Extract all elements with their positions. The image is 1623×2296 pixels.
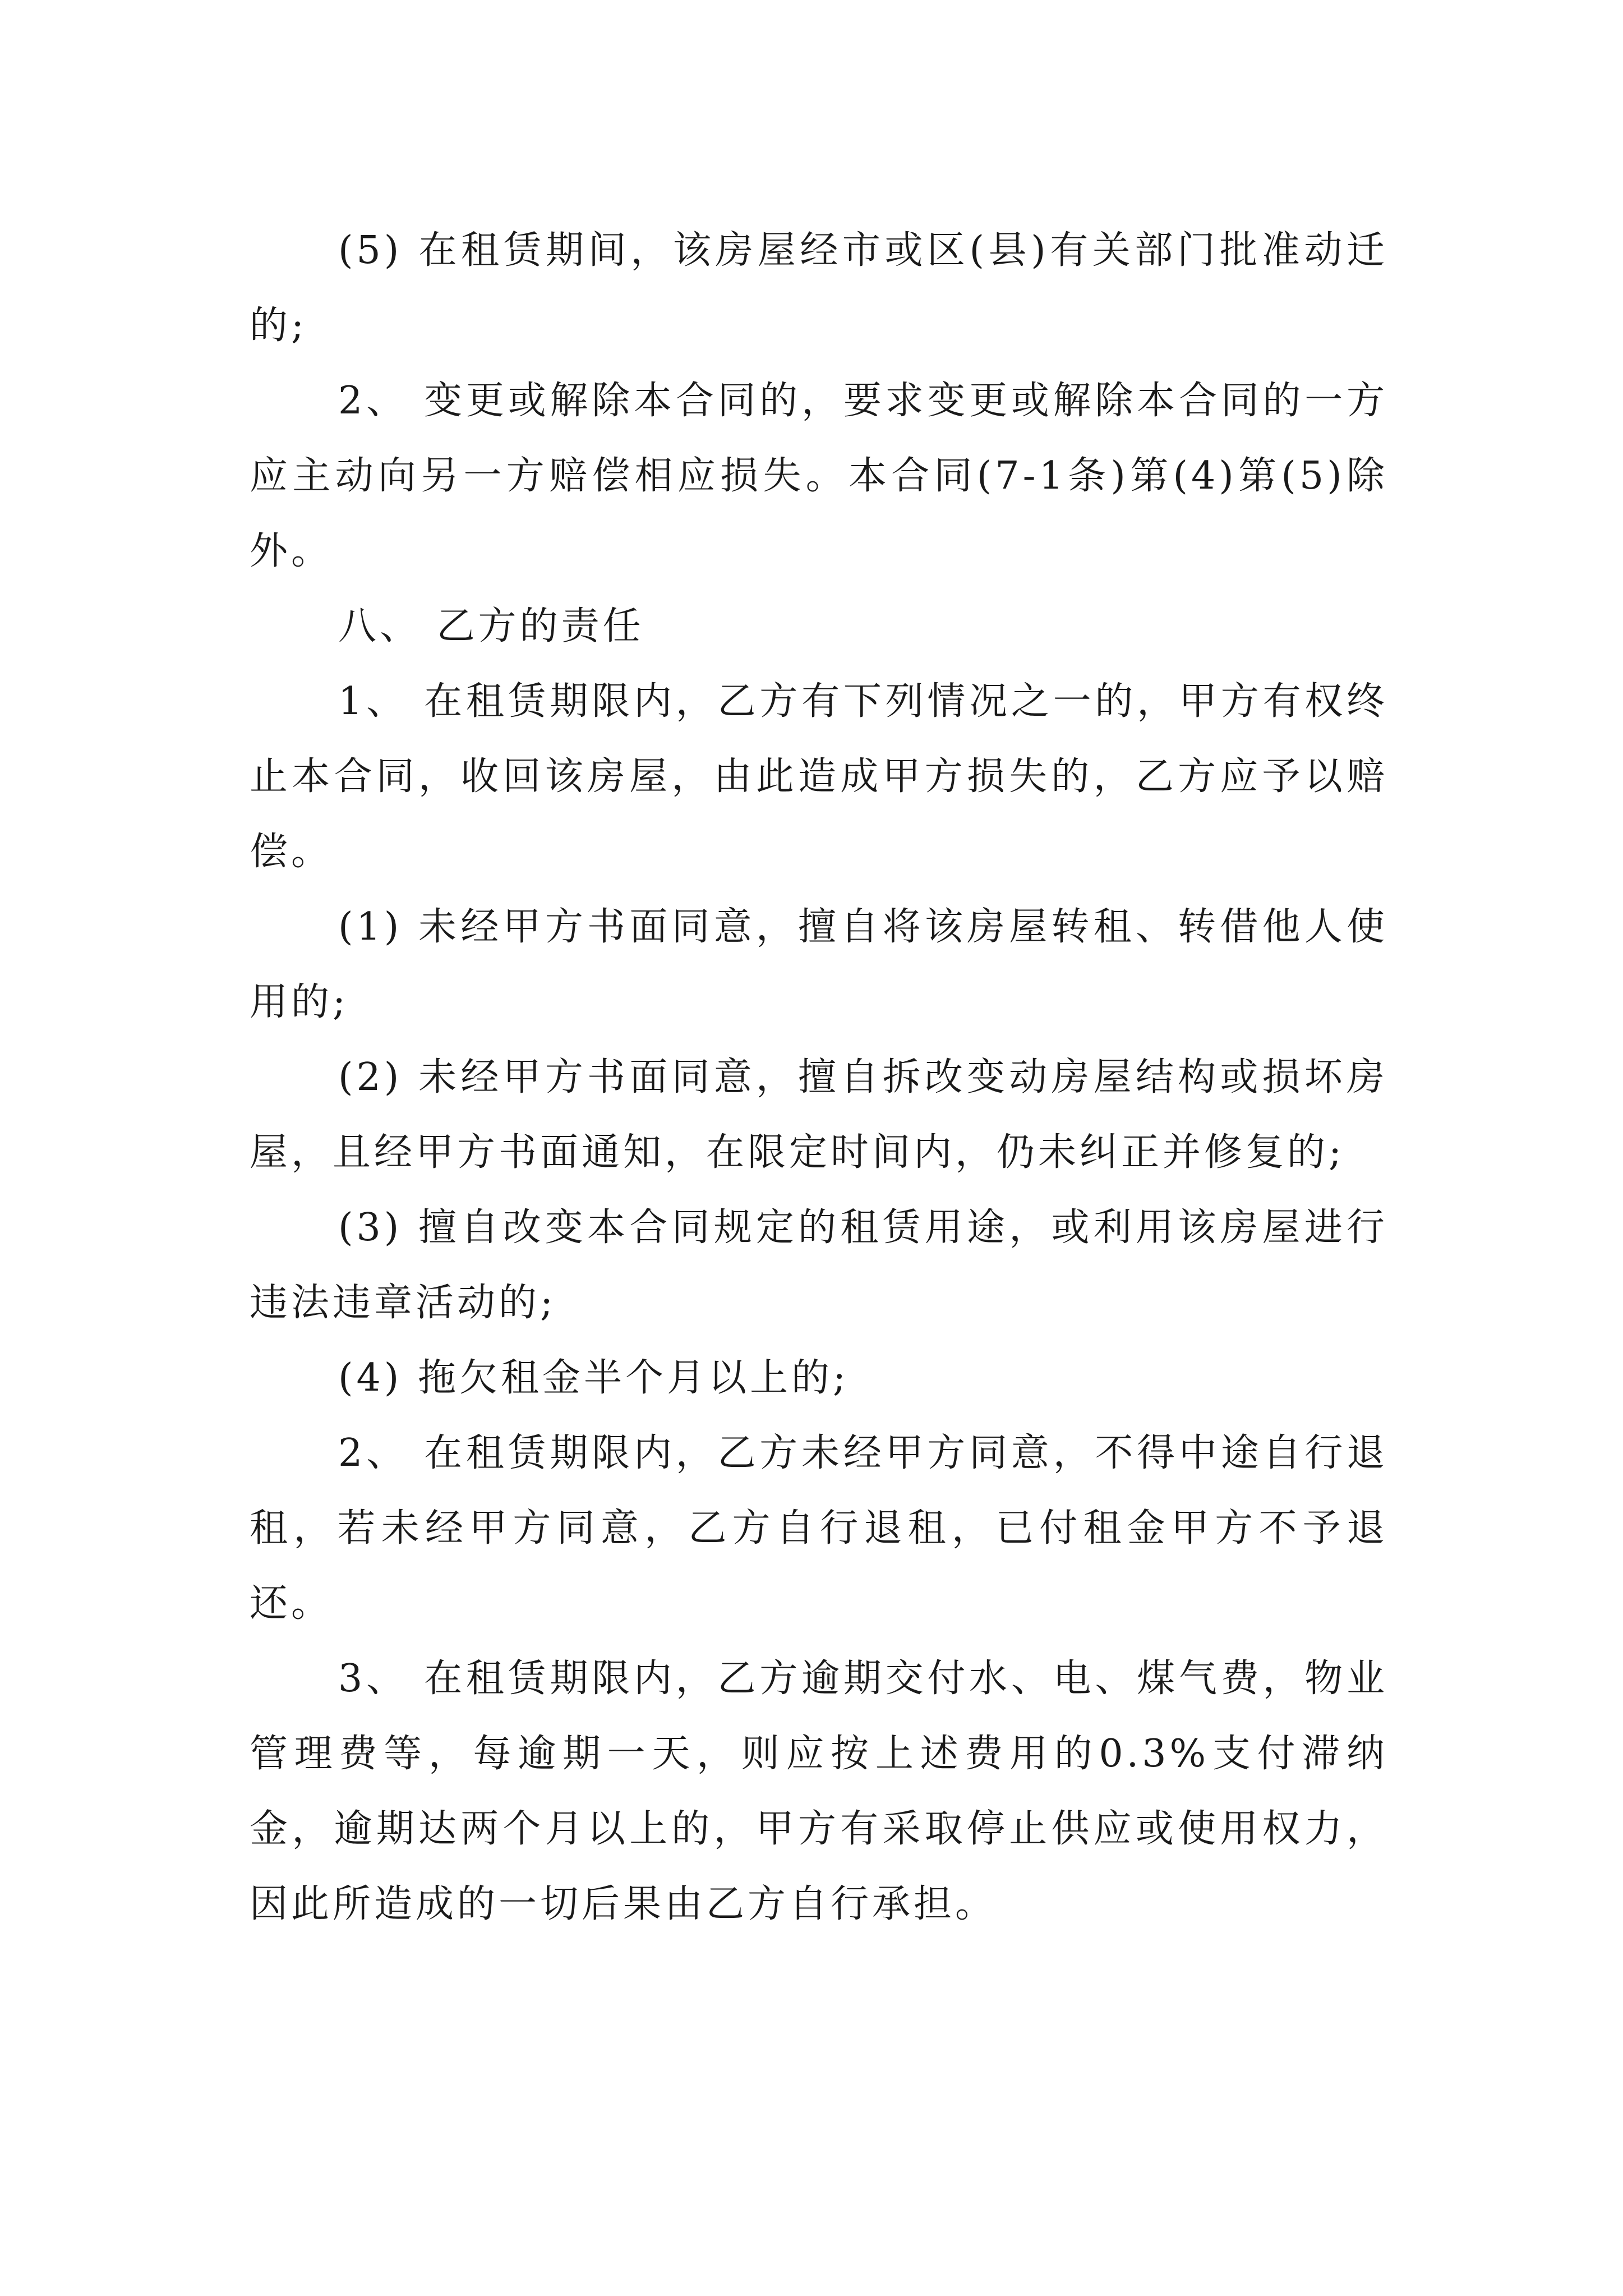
paragraph-termination-conditions: 1、 在租赁期限内，乙方有下列情况之一的，甲方有权终止本合同，收回该房屋，由此造成甲方损失的，乙方应予以赔偿。 (250, 679, 1388, 874)
paragraph-illegal-use-clause: (3) 擅自改变本合同规定的租赁用途，或利用该房屋进行违法违章活动的; (250, 1205, 1388, 1325)
paragraph-demolition-clause: (5) 在租赁期间，该房屋经市或区(县)有关部门批准动迁的; (250, 228, 1388, 348)
paragraph-structure-alteration-clause: (2) 未经甲方书面同意，擅自拆改变动房屋结构或损坏房屋，且经甲方书面通知，在限定时间内，仍未纠正并修复的; (250, 1055, 1388, 1175)
document-body (250, 213, 1388, 1942)
paragraph-late-fee-clause: 3、 在租赁期限内，乙方逾期交付水、电、煤气费，物业管理费等，每逾期一天，则应按上述费用的0.3%支付滞纳金，逾期达两个月以上的，甲方有采取停止供应或使用权力，因此所造成的一切后果由乙方自行承担。 (250, 1657, 1388, 1926)
section-heading-party-b-liability: 八、 乙方的责任 (338, 604, 644, 648)
paragraph-sublet-clause: (1) 未经甲方书面同意，擅自将该房屋转租、转借他人使用的; (250, 905, 1388, 1024)
paragraph-rent-arrears-clause: (4) 拖欠租金半个月以上的; (338, 1356, 849, 1400)
paragraph-change-or-terminate: 2、 变更或解除本合同的，要求变更或解除本合同的一方应主动向另一方赔偿相应损失。本合同(7-1条)第(4)第(5)除外。 (250, 379, 1388, 573)
paragraph-early-withdrawal: 2、 在租赁期限内，乙方未经甲方同意，不得中途自行退租，若未经甲方同意，乙方自行退租，已付租金甲方不予退还。 (250, 1431, 1388, 1626)
